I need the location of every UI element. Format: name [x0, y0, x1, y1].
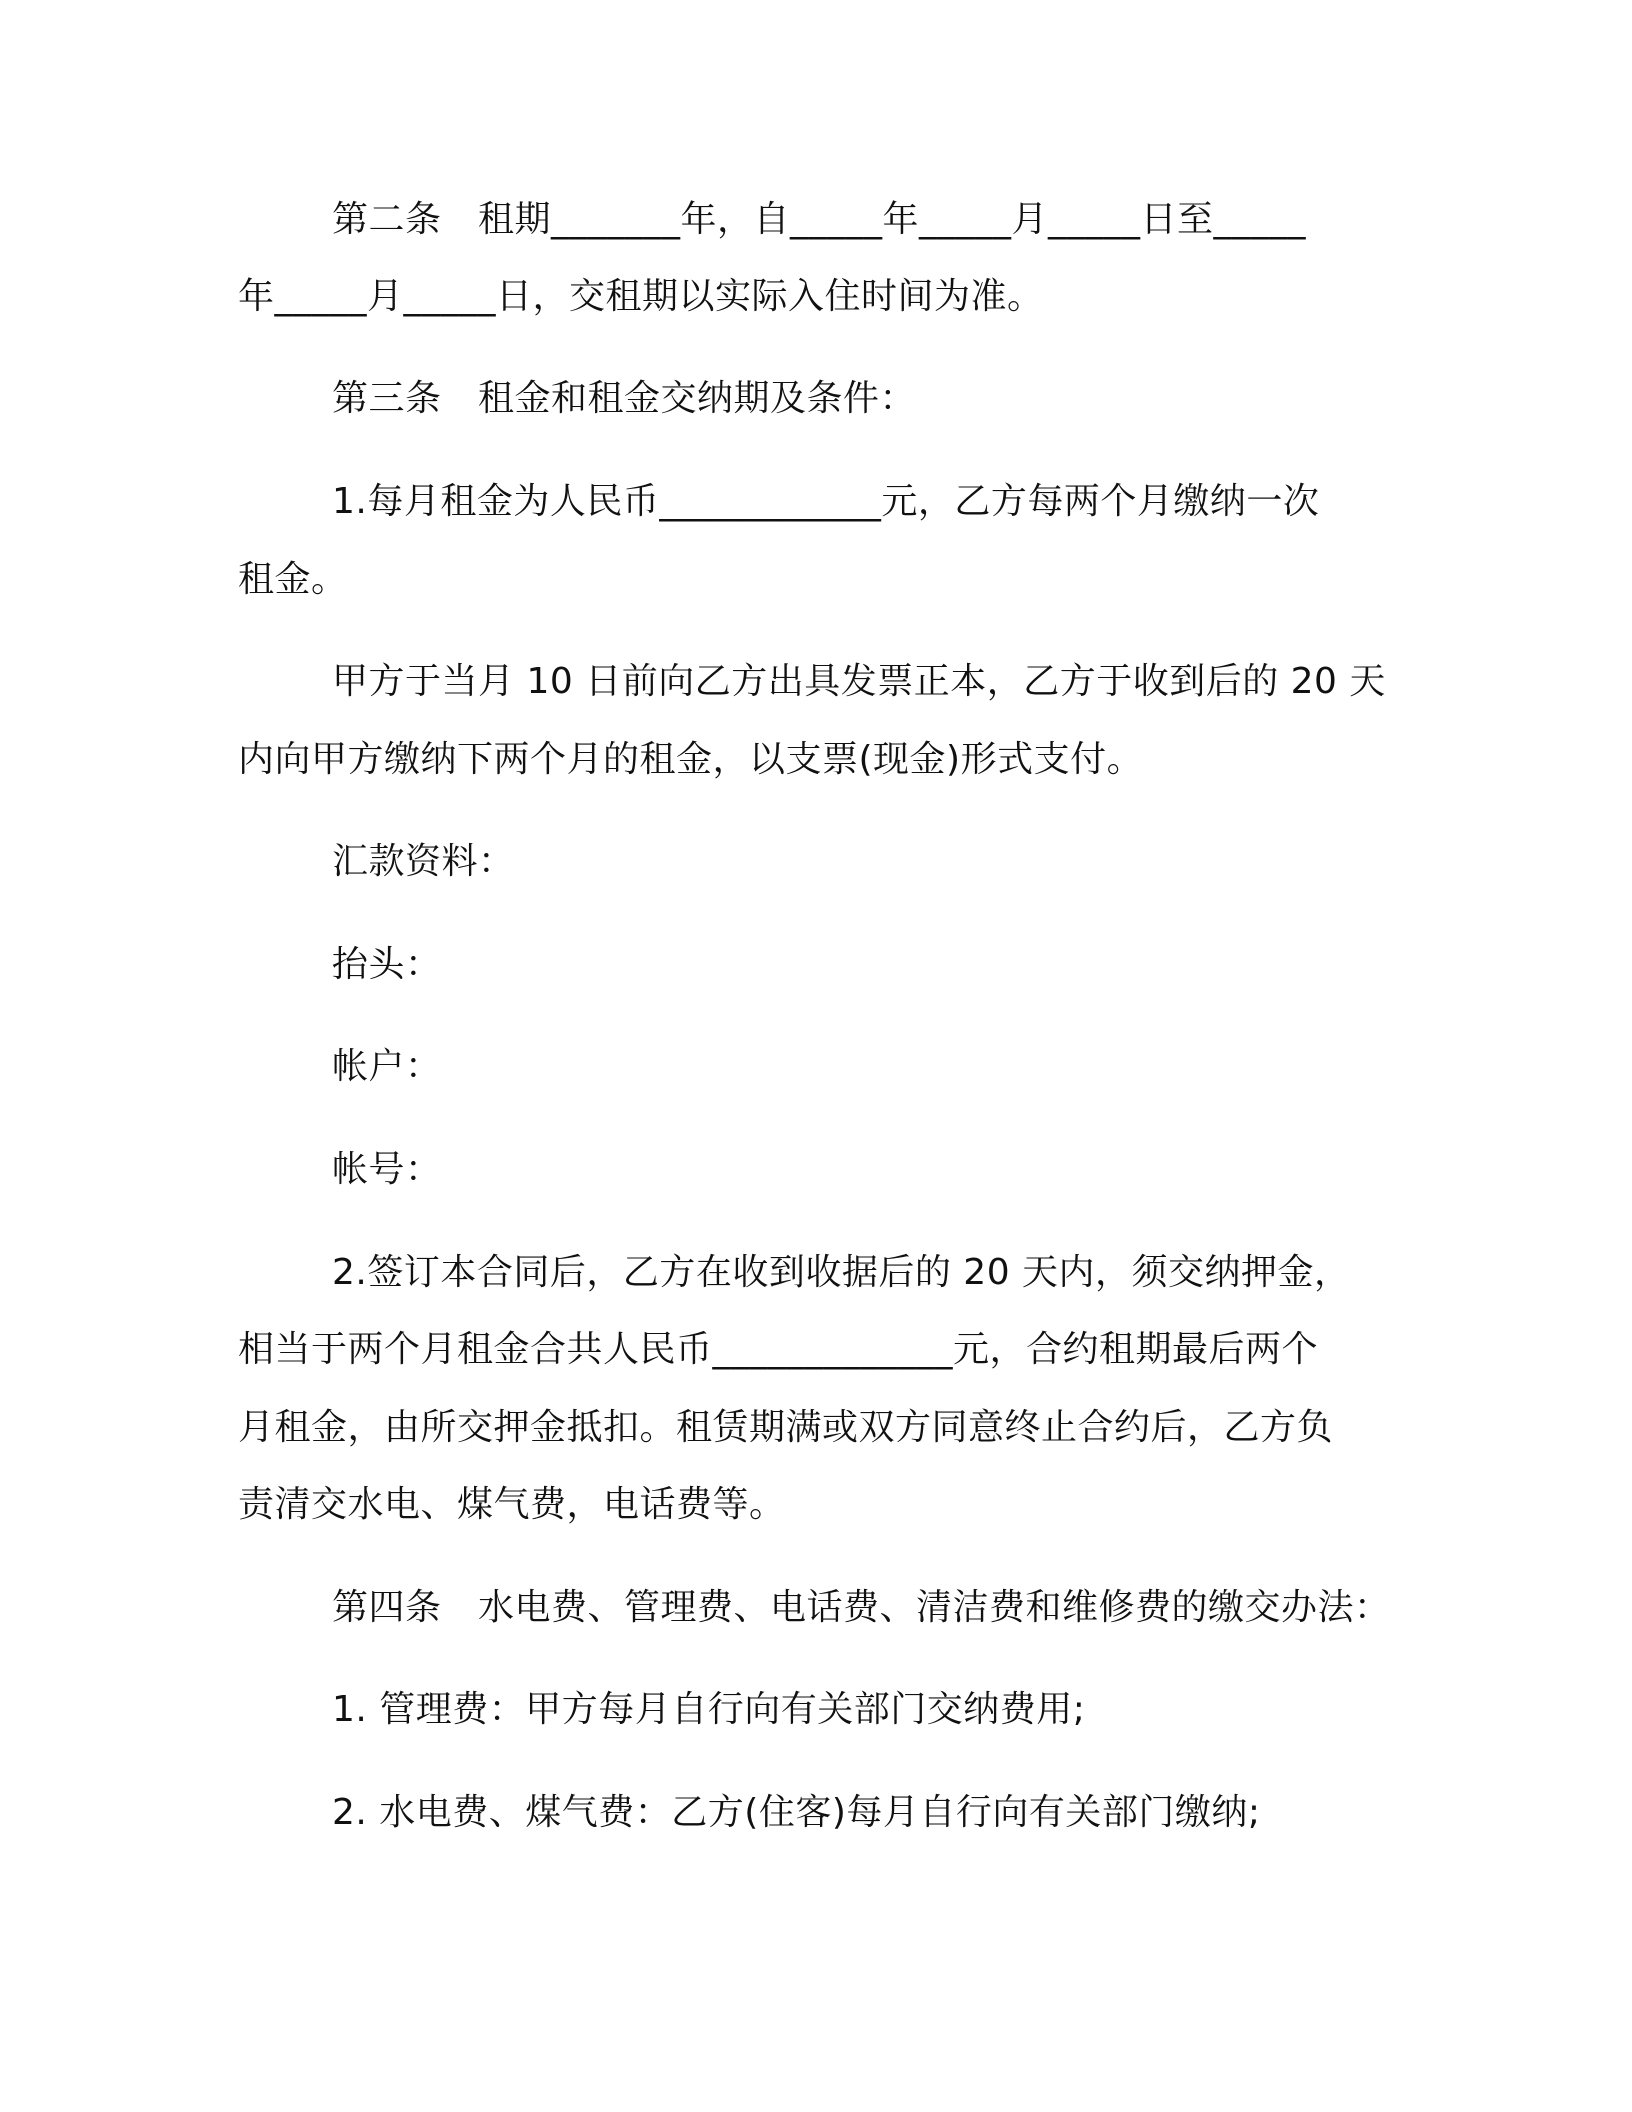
clause-3-item-2-line-3: 月租金，由所交押金抵扣。租赁期满或双方同意终止合约后，乙方负	[238, 1407, 1334, 1448]
clause-3-item-2-line-4: 责清交水电、煤气费，电话费等。	[238, 1484, 786, 1525]
clause-4-item-1: 1. 管理费：甲方每月自行向有关部门交纳费用;	[332, 1689, 1086, 1730]
clause-2-lease-term-line-1: 第二条 租期_______年，自_____年_____月_____日至_____	[332, 199, 1307, 240]
clause-2-lease-term-line-2: 年_____月_____日，交租期以实际入住时间为准。	[238, 276, 1044, 317]
clause-3-item-1-line-1: 1.每月租金为人民币____________元，乙方每两个月缴纳一次	[332, 481, 1320, 522]
remittance-info-label: 汇款资料：	[332, 841, 515, 882]
clause-3-heading: 第三条 租金和租金交纳期及条件：	[332, 378, 917, 419]
account-name-label: 帐户：	[332, 1046, 442, 1087]
clause-3-item-1-line-2: 租金。	[238, 559, 348, 600]
payee-name-label: 抬头：	[332, 944, 442, 985]
clause-4-item-2: 2. 水电费、煤气费：乙方(住客)每月自行向有关部门缴纳;	[332, 1792, 1261, 1833]
invoice-paragraph-line-1: 甲方于当月 10 日前向乙方出具发票正本，乙方于收到后的 20 天	[332, 661, 1386, 702]
invoice-paragraph-line-2: 内向甲方缴纳下两个月的租金，以支票(现金)形式支付。	[238, 739, 1144, 780]
clause-3-item-2-line-2: 相当于两个月租金合共人民币_____________元，合约租期最后两个	[238, 1329, 1319, 1370]
clause-4-heading: 第四条 水电费、管理费、电话费、清洁费和维修费的缴交办法：	[332, 1587, 1391, 1628]
clause-3-item-2-line-1: 2.签订本合同后，乙方在收到收据后的 20 天内，须交纳押金，	[332, 1252, 1351, 1293]
account-number-label: 帐号：	[332, 1149, 442, 1190]
